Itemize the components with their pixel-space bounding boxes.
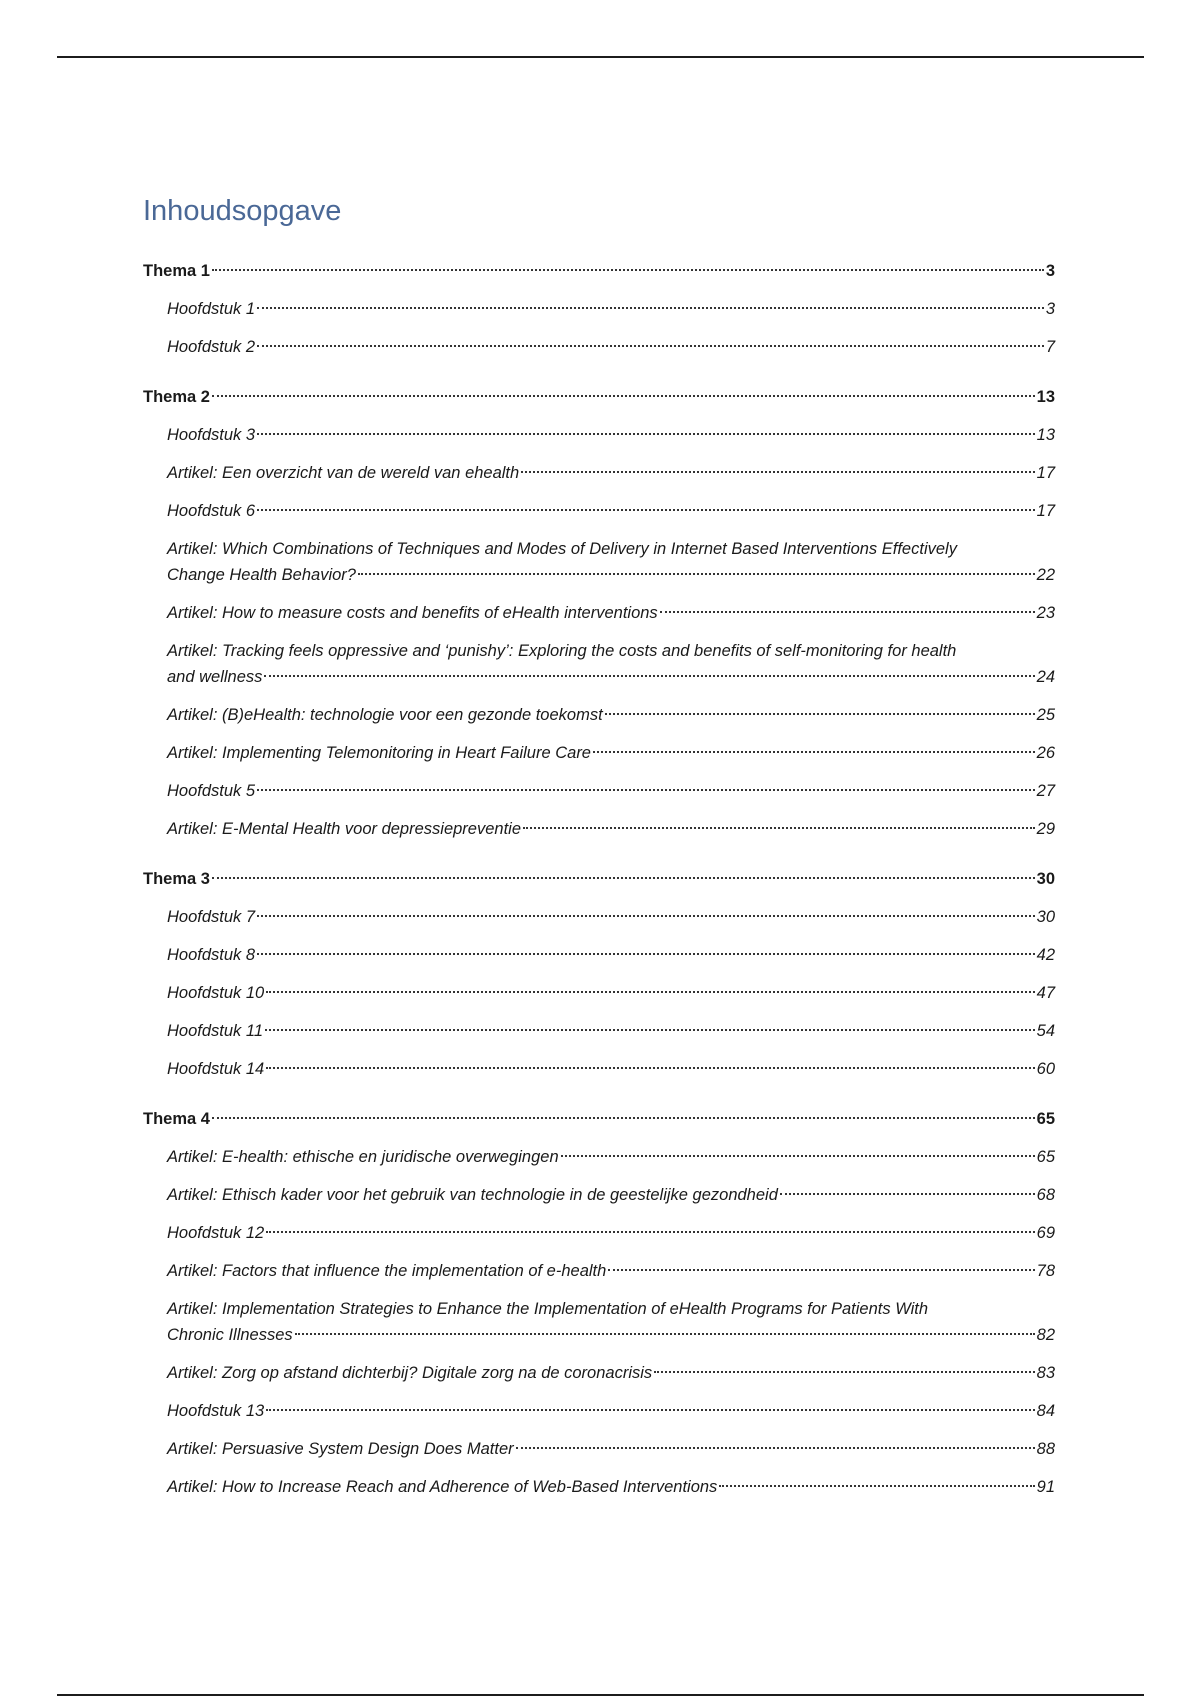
toc-page-number: 27 (1036, 782, 1055, 800)
toc-page-number: 3 (1045, 300, 1055, 318)
dot-leader (266, 1067, 1034, 1069)
toc-entry-text: Hoofdstuk 10 (167, 984, 265, 1002)
dot-leader (295, 1333, 1035, 1335)
dot-leader (660, 611, 1035, 613)
dot-leader (266, 1409, 1034, 1411)
dot-leader (257, 953, 1035, 955)
dot-leader (257, 509, 1035, 511)
dot-leader (257, 345, 1044, 347)
toc-page-number: 47 (1036, 984, 1055, 1002)
dot-leader (264, 675, 1034, 677)
toc-entry[interactable] (167, 740, 1055, 766)
dot-leader (561, 1155, 1035, 1157)
toc-entry-text: Artikel: Implementation Strategies to Enhance the Implementation of eHealth Programs for Patients With (167, 1300, 929, 1318)
toc-entry-continuation-line (167, 664, 1055, 690)
toc-entry[interactable] (167, 296, 1055, 322)
toc-entry[interactable] (167, 1258, 1055, 1284)
toc-entry-thema[interactable] (143, 384, 1055, 410)
toc-entry[interactable] (167, 334, 1055, 360)
toc-entry-text: Hoofdstuk 13 (167, 1402, 265, 1420)
toc-page-number: 69 (1036, 1224, 1055, 1242)
dot-leader (719, 1485, 1034, 1487)
toc-entry-text: Artikel: Implementing Telemonitoring in Heart Failure Care (167, 744, 591, 762)
dot-leader (523, 827, 1035, 829)
toc-page-number: 91 (1036, 1478, 1055, 1496)
toc-page-number: 82 (1036, 1326, 1055, 1344)
toc-entry-text: Thema 2 (143, 388, 210, 406)
toc-entry[interactable] (167, 498, 1055, 524)
toc-entry-multiline[interactable] (167, 1296, 1055, 1348)
toc-entry[interactable] (167, 1220, 1055, 1246)
dot-leader (654, 1371, 1034, 1373)
toc-entry-text: Artikel: Persuasive System Design Does Matter (167, 1440, 514, 1458)
toc-page-number: 3 (1045, 262, 1055, 280)
toc-page-number: 30 (1036, 870, 1055, 888)
dot-leader (521, 471, 1034, 473)
toc-page-number: 30 (1036, 908, 1055, 926)
toc-page-number: 24 (1036, 668, 1055, 686)
toc-entry-text: Hoofdstuk 2 (167, 338, 256, 356)
toc-page-number: 54 (1036, 1022, 1055, 1040)
toc-entry[interactable] (167, 1182, 1055, 1208)
toc-entry-text: Artikel: Factors that influence the implementation of e-health (167, 1262, 607, 1280)
toc-page-number: 26 (1036, 744, 1055, 762)
table-of-contents (143, 258, 1055, 1500)
dot-leader (257, 433, 1035, 435)
dot-leader (212, 1117, 1035, 1119)
dot-leader (516, 1447, 1035, 1449)
toc-entry[interactable] (167, 1436, 1055, 1462)
toc-entry-text-continued: Chronic Illnesses (167, 1326, 293, 1344)
toc-title: Inhoudsopgave (143, 195, 342, 227)
toc-entry[interactable] (167, 422, 1055, 448)
dot-leader (266, 1231, 1034, 1233)
toc-entry[interactable] (167, 1474, 1055, 1500)
toc-entry-thema[interactable] (143, 258, 1055, 284)
toc-entry-continuation-line (167, 562, 1055, 588)
toc-entry-text: Hoofdstuk 7 (167, 908, 256, 926)
dot-leader (608, 1269, 1034, 1271)
toc-entry-text: Artikel: E-Mental Health voor depressiepreventie (167, 820, 522, 838)
toc-entry-thema[interactable] (143, 1106, 1055, 1132)
toc-entry[interactable] (167, 702, 1055, 728)
toc-entry-text: Artikel: Ethisch kader voor het gebruik van technologie in de geestelijke gezondheid (167, 1186, 778, 1204)
dot-leader (266, 991, 1034, 993)
toc-page-number: 17 (1036, 502, 1055, 520)
dot-leader (212, 877, 1035, 879)
toc-entry-text: Thema 3 (143, 870, 210, 888)
toc-page-number: 78 (1036, 1262, 1055, 1280)
toc-page-number: 60 (1036, 1060, 1055, 1078)
toc-entry[interactable] (167, 1144, 1055, 1170)
toc-entry-text: Artikel: Which Combinations of Techniques and Modes of Delivery in Internet Based Interventions Effectively (167, 540, 957, 558)
toc-entry-text: Artikel: How to Increase Reach and Adherence of Web-Based Interventions (167, 1478, 718, 1496)
toc-entry-continuation-line (167, 1322, 1055, 1348)
toc-page-number: 17 (1036, 464, 1055, 482)
toc-entry[interactable] (167, 1056, 1055, 1082)
toc-entry-text: Hoofdstuk 1 (167, 300, 256, 318)
toc-entry-text: Artikel: Zorg op afstand dichterbij? Digitale zorg na de coronacrisis (167, 1364, 653, 1382)
toc-entry-multiline[interactable] (167, 536, 1055, 588)
toc-page-number: 42 (1036, 946, 1055, 964)
toc-entry-text: Hoofdstuk 5 (167, 782, 256, 800)
dot-leader (265, 1029, 1035, 1031)
toc-entry-multiline[interactable] (167, 638, 1055, 690)
toc-entry[interactable] (167, 1398, 1055, 1424)
toc-page-number: 23 (1036, 604, 1055, 622)
toc-page-number: 65 (1036, 1148, 1055, 1166)
dot-leader (593, 751, 1035, 753)
dot-leader (358, 573, 1035, 575)
dot-leader (257, 789, 1035, 791)
toc-entry[interactable] (167, 816, 1055, 842)
toc-entry-text: Artikel: How to measure costs and benefits of eHealth interventions (167, 604, 658, 622)
toc-entry[interactable] (167, 1360, 1055, 1386)
toc-page-number: 13 (1036, 388, 1055, 406)
footer-rule (57, 1694, 1144, 1696)
dot-leader (257, 307, 1044, 309)
toc-entry[interactable] (167, 600, 1055, 626)
dot-leader (212, 269, 1044, 271)
toc-entry-text: Hoofdstuk 14 (167, 1060, 265, 1078)
toc-entry-text: Hoofdstuk 3 (167, 426, 256, 444)
toc-entry-text: Hoofdstuk 8 (167, 946, 256, 964)
toc-page-number: 65 (1036, 1110, 1055, 1128)
dot-leader (257, 915, 1035, 917)
toc-entry-text: Artikel: (B)eHealth: technologie voor een gezonde toekomst (167, 706, 603, 724)
toc-entry-text: Hoofdstuk 11 (167, 1022, 264, 1040)
toc-entry-text: Hoofdstuk 12 (167, 1224, 265, 1242)
toc-entry-text-continued: Change Health Behavior? (167, 566, 356, 584)
dot-leader (605, 713, 1035, 715)
dot-leader (780, 1193, 1035, 1195)
toc-entry[interactable] (167, 1018, 1055, 1044)
toc-entry-text-continued: and wellness (167, 668, 263, 686)
toc-page-number: 7 (1045, 338, 1055, 356)
toc-page-number: 68 (1036, 1186, 1055, 1204)
toc-page-number: 29 (1036, 820, 1055, 838)
toc-page-number: 25 (1036, 706, 1055, 724)
toc-entry[interactable] (167, 778, 1055, 804)
toc-entry[interactable] (167, 942, 1055, 968)
toc-entry-thema[interactable] (143, 866, 1055, 892)
dot-leader (212, 395, 1035, 397)
header-rule (57, 56, 1144, 58)
toc-entry-text: Artikel: E-health: ethische en juridische overwegingen (167, 1148, 559, 1166)
toc-page-number: 13 (1036, 426, 1055, 444)
toc-entry-text: Thema 4 (143, 1110, 210, 1128)
toc-entry-text: Artikel: Tracking feels oppressive and ‘punishy’: Exploring the costs and benefits of self-monitoring for health (167, 642, 957, 660)
toc-entry-text: Thema 1 (143, 262, 210, 280)
toc-entry[interactable] (167, 904, 1055, 930)
toc-entry[interactable] (167, 980, 1055, 1006)
toc-page-number: 88 (1036, 1440, 1055, 1458)
toc-page-number: 83 (1036, 1364, 1055, 1382)
toc-entry-text: Artikel: Een overzicht van de wereld van ehealth (167, 464, 520, 482)
toc-page-number: 22 (1036, 566, 1055, 584)
toc-page-number: 84 (1036, 1402, 1055, 1420)
toc-entry-text: Hoofdstuk 6 (167, 502, 256, 520)
toc-entry[interactable] (167, 460, 1055, 486)
